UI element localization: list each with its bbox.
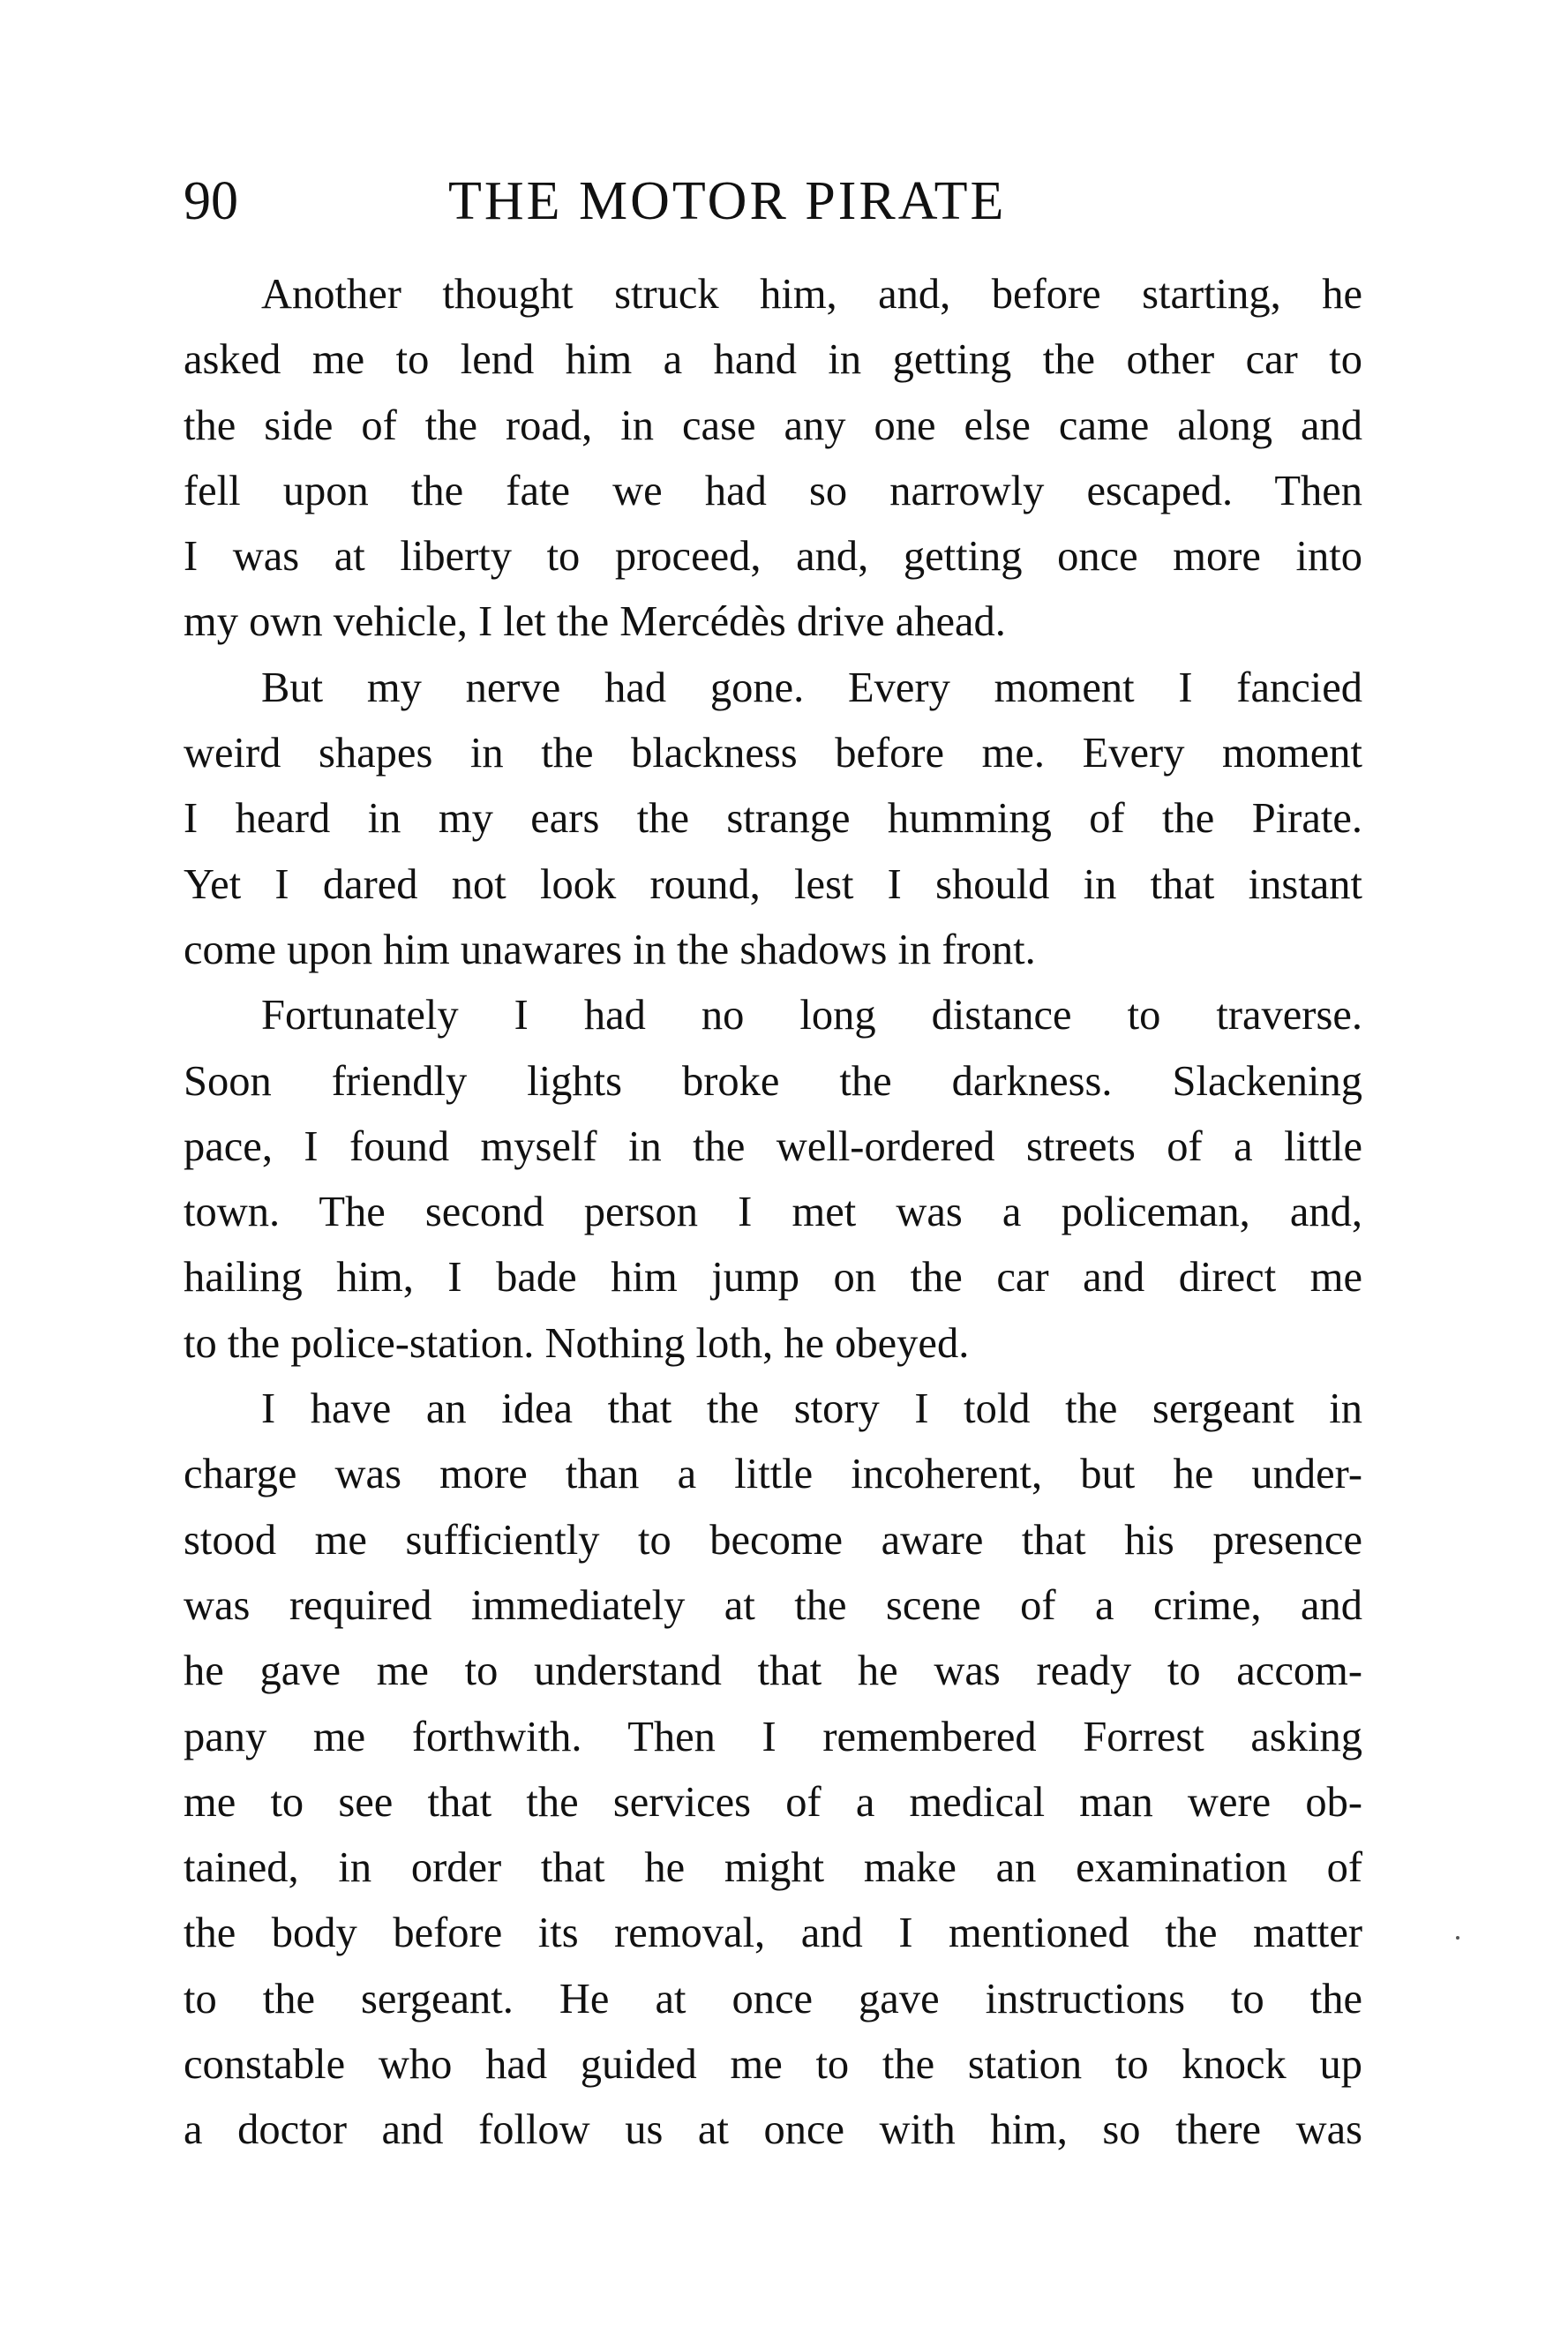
text-line: stood me sufficiently to become aware that his presence [184,1516,1362,1564]
page-header [184,166,1375,236]
text-line: Soon friendly lights broke the darkness. Slackening [184,1057,1362,1105]
text-line: pany me forthwith. Then I remembered Forrest asking [184,1713,1362,1760]
text-line: asked me to lend him a hand in getting the other car to [184,336,1362,384]
paragraph-1 [184,262,1362,656]
text-line: charge was more than a little incoherent, but he under- [184,1451,1362,1498]
text-line: come upon him unawares in the shadows in front. [184,926,1036,973]
text-line: pace, I found myself in the well-ordered streets of a little [184,1122,1362,1170]
text-line: Fortunately I had no long distance to traverse. [261,992,1362,1039]
text-line: fell upon the fate we had so narrowly escaped. Then [184,467,1362,514]
text-line: the body before its removal, and I mentioned the matter [184,1910,1362,1957]
text-line: me to see that the services of a medical man were ob- [184,1778,1362,1826]
text-line: But my nerve had gone. Every moment I fancied [261,664,1362,711]
text-line: to the sergeant. He at once gave instructions to the [184,1975,1362,2023]
text-line: Another thought struck him, and, before starting, he [261,271,1362,318]
text-line: I heard in my ears the strange humming of the Pirate. [184,795,1362,843]
text-line: Yet I dared not look round, lest I should in that instant [184,860,1362,908]
text-line: I was at liberty to proceed, and, getting once more into [184,533,1362,581]
running-title: THE MOTOR PIRATE [448,171,1007,231]
print-speck [1456,1936,1459,1940]
text-line: town. The second person I met was a policeman, and, [184,1189,1362,1236]
text-line: constable who had guided me to the station to knock up [184,2041,1362,2089]
text-line: weird shapes in the blackness before me. Every moment [184,730,1362,777]
paragraph-2 [184,656,1362,983]
text-line: was required immediately at the scene of a crime, and [184,1581,1362,1629]
body-text [184,262,1362,2164]
page-number: 90 [184,171,238,231]
text-line: to the police-station. Nothing loth, he obeyed. [184,1319,970,1367]
text-line: tained, in order that he might make an examination of [184,1844,1362,1892]
paragraph-4 [184,1377,1362,2164]
text-line: hailing him, I bade him jump on the car and direct me [184,1254,1362,1302]
text-line: a doctor and follow us at once with him, so there was [184,2106,1362,2154]
paragraph-3 [184,983,1362,1377]
text-line: the side of the road, in case any one else came along and [184,402,1362,449]
text-line: my own vehicle, I let the Mercédès drive ahead. [184,598,1006,646]
text-line: I have an idea that the story I told the sergeant in [261,1385,1362,1433]
text-line: he gave me to understand that he was ready to accom- [184,1647,1362,1695]
